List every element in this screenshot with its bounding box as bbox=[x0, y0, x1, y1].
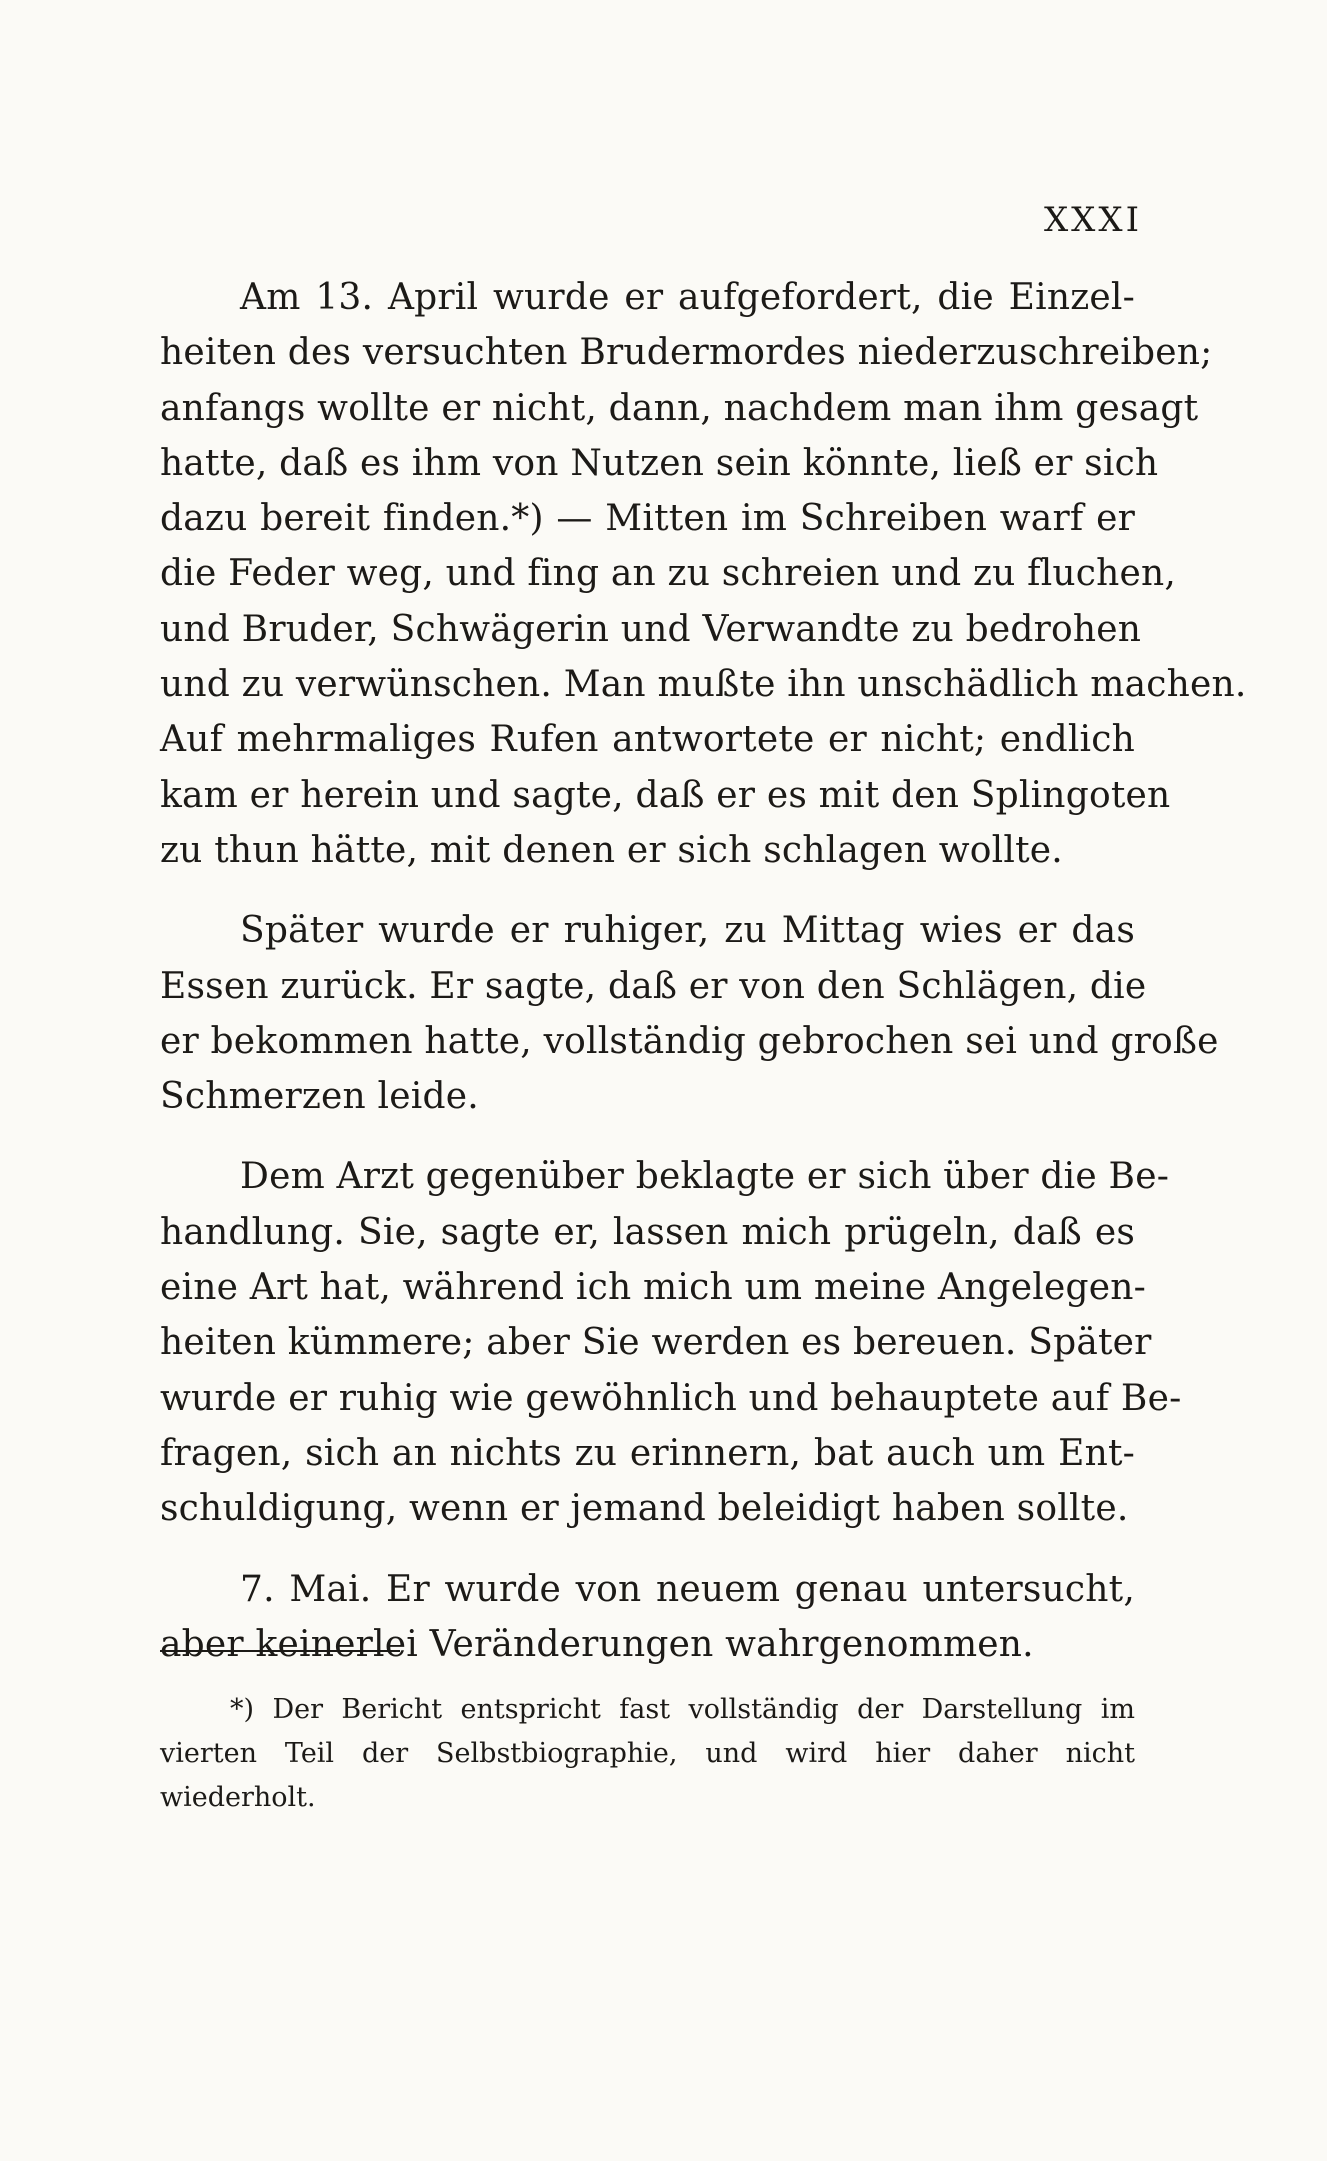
text-line: Am 13. April wurde er aufgefordert, die Einzel- bbox=[240, 277, 1135, 318]
paragraph-2 bbox=[160, 903, 1219, 1124]
paragraph-3 bbox=[160, 1149, 1182, 1536]
paragraph-4 bbox=[160, 1562, 1135, 1673]
text-line: anfangs wollte er nicht, dann, nachdem man ihm gesagt bbox=[160, 387, 1199, 429]
text-line: Später wurde er ruhiger, zu Mittag wies er das bbox=[240, 910, 1135, 952]
text-line: heiten kümmere; aber Sie werden es bereuen. Später bbox=[160, 1322, 1152, 1364]
text-line: dazu bereit finden.*) — Mitten im Schreiben warf er bbox=[160, 498, 1135, 540]
text-line: heiten des versuchten Brudermordes niederzuschreiben; bbox=[160, 332, 1213, 374]
footnote-rule bbox=[160, 1650, 400, 1652]
text-line: wurde er ruhig wie gewöhnlich und behauptete auf Be- bbox=[160, 1377, 1182, 1419]
text-line: und zu verwünschen. Man mußte ihn unschädlich machen. bbox=[160, 664, 1247, 706]
text-line: die Feder weg, und fing an zu schreien und zu fluchen, bbox=[160, 553, 1177, 595]
footnote bbox=[160, 1688, 1135, 1820]
text-line: aber keinerlei Veränderungen wahrgenommen. bbox=[160, 1623, 1034, 1665]
footnote-line: wiederholt. bbox=[160, 1782, 316, 1813]
paragraph-gap bbox=[160, 1124, 1135, 1149]
page-number: XXXI bbox=[1043, 200, 1142, 240]
text-line: fragen, sich an nichts zu erinnern, bat auch um Ent- bbox=[160, 1432, 1135, 1474]
text-line: Dem Arzt gegenüber beklagte er sich über die Be- bbox=[240, 1156, 1170, 1198]
text-line: hatte, daß es ihm von Nutzen sein könnte, ließ er sich bbox=[160, 442, 1159, 484]
text-line: und Bruder, Schwägerin und Verwandte zu bedrohen bbox=[160, 608, 1142, 650]
text-line: er bekommen hatte, vollständig gebrochen sei und große bbox=[160, 1020, 1219, 1062]
paragraph-gap bbox=[160, 1537, 1135, 1562]
footnote-line: *) Der Bericht entspricht fast vollständig der Darstellung im bbox=[230, 1694, 1135, 1725]
text-line: schuldigung, wenn er jemand beleidigt haben sollte. bbox=[160, 1488, 1129, 1530]
text-line: Auf mehrmaliges Rufen antwortete er nicht; endlich bbox=[160, 719, 1135, 761]
text-line: handlung. Sie, sagte er, lassen mich prügeln, daß es bbox=[160, 1211, 1135, 1253]
text-line: kam er herein und sagte, daß er es mit den Splingoten bbox=[160, 774, 1171, 816]
paragraph-gap bbox=[160, 878, 1135, 903]
text-line: 7. Mai. Er wurde von neuem genau untersucht, bbox=[240, 1568, 1135, 1610]
paragraph-1 bbox=[160, 270, 1247, 878]
text-line: eine Art hat, während ich mich um meine Angelegen- bbox=[160, 1267, 1146, 1309]
footnote-line: vierten Teil der Selbstbiographie, und wird hier daher nicht bbox=[160, 1738, 1135, 1769]
main-text bbox=[160, 270, 1247, 1672]
text-line: Schmerzen leide. bbox=[160, 1076, 479, 1118]
text-line: Essen zurück. Er sagte, daß er von den Schlägen, die bbox=[160, 965, 1147, 1007]
text-line: zu thun hätte, mit denen er sich schlagen wollte. bbox=[160, 829, 1063, 871]
